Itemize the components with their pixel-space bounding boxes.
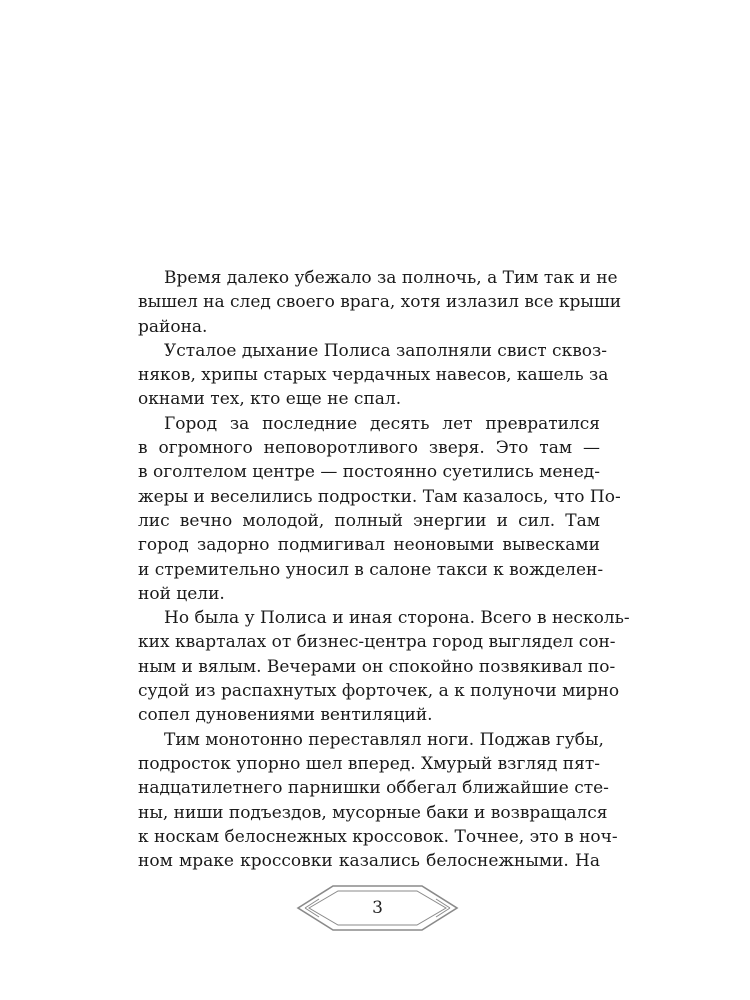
text-line: и стремительно уносил в салоне такси к вожделен- [138,559,604,580]
paragraph [138,728,618,874]
page-number-ornament [295,883,460,933]
page-number: 3 [372,898,383,918]
text-line: ным и вялым. Вечерами он спокойно позвякивал по- [138,656,616,677]
text-line: Тим монотонно переставлял ноги. Поджав губы, [164,729,604,750]
text-line: надцатилетнего парнишки оббегал ближайшие сте- [138,778,609,799]
body-text [138,266,630,873]
text-line: Усталое дыхание Полиса заполняли свист сквоз- [164,340,608,361]
text-line: ны, ниши подъездов, мусорные баки и возвращался [138,802,608,823]
text-line: сопел дуновениями вентиляций. [138,705,433,726]
paragraph [138,339,609,412]
text-line: Время далеко убежало за полночь, а Тим так и не [164,268,618,288]
text-line: судой из распахнутых форточек, а к полуночи мирно [138,681,620,702]
text-line: ном мраке кроссовки казались белоснежными. На [138,851,600,872]
text-line: в огромного неповоротливого зверя. Это там — [138,438,600,459]
text-line: района. [138,316,208,337]
text-line: жеры и веселились подростки. Там казалось, что По- [138,486,621,507]
text-line: к носкам белоснежных кроссовок. Точнее, это в ноч- [138,826,618,847]
text-line: Но была у Полиса и иная сторона. Всего в несколь- [164,608,630,629]
paragraph [138,606,630,727]
text-line: ких кварталах от бизнес-центра город выглядел сон- [138,632,616,653]
text-line: окнами тех, кто еще не спал. [138,389,402,410]
paragraph [138,266,622,339]
paragraph [138,412,621,606]
text-line: в оголтелом центре — постоянно суетились менед- [138,462,601,483]
text-line: няков, хрипы старых чердачных навесов, кашель за [138,365,609,386]
text-line: Город за последние десять лет превратился [164,413,600,434]
text-line: подросток упорно шел вперед. Хмурый взгляд пят- [138,753,600,774]
text-line: город задорно подмигивал неоновыми вывесками [138,535,600,556]
text-line: лис вечно молодой, полный энергии и сил. Там [138,510,600,531]
text-line: ной цели. [138,583,225,604]
text-line: вышел на след своего врага, хотя излазил все крыши [138,292,622,313]
